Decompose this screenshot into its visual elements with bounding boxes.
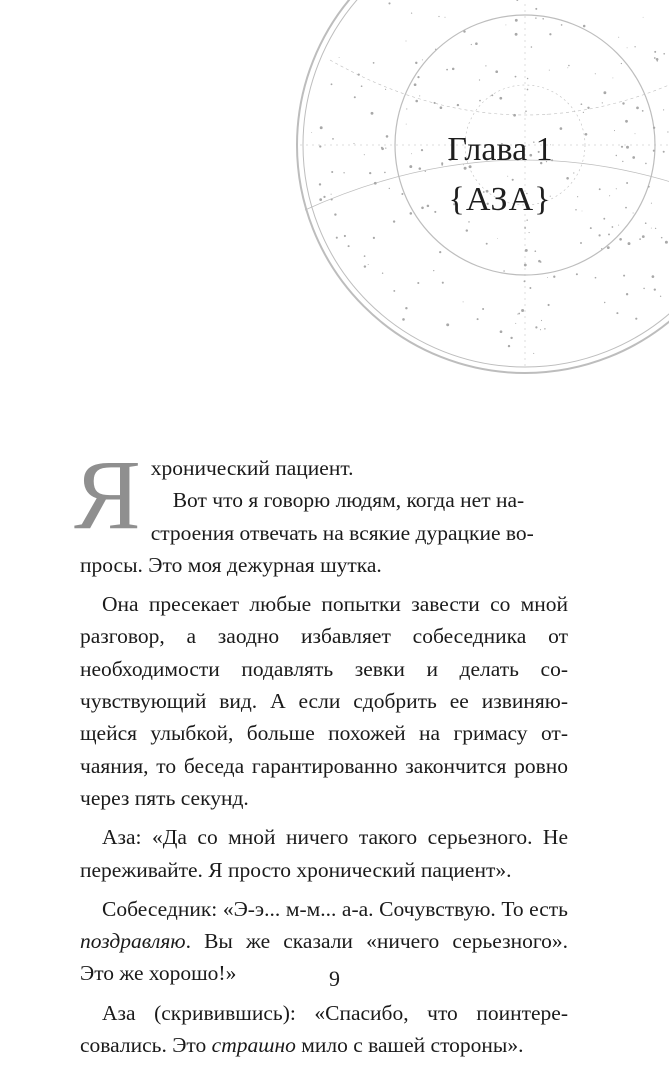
star-dot bbox=[479, 79, 480, 80]
star-dot bbox=[463, 301, 464, 302]
star-dot bbox=[576, 273, 578, 275]
star-dot bbox=[434, 102, 436, 104]
star-dot bbox=[622, 161, 623, 162]
star-dot bbox=[616, 312, 618, 314]
star-dot bbox=[323, 196, 325, 198]
star-dot bbox=[645, 222, 647, 224]
star-dot bbox=[614, 130, 615, 131]
star-dot bbox=[547, 277, 548, 278]
star-dot bbox=[621, 146, 623, 148]
star-dot bbox=[334, 213, 336, 215]
star-dot bbox=[601, 248, 602, 249]
star-dot bbox=[320, 126, 323, 129]
star-dot bbox=[386, 135, 389, 138]
paragraph-3: Аза: «Да со мной ничего такого серьезного. Не переживайте. Я просто хронический пациент». bbox=[80, 825, 568, 882]
star-dot bbox=[602, 102, 603, 103]
star-dot bbox=[361, 85, 363, 87]
star-dot bbox=[653, 127, 655, 129]
p1-line-3: строения отвечать на всякие дурацкие во- bbox=[150, 520, 534, 545]
star-dot bbox=[348, 245, 350, 247]
star-dot bbox=[388, 2, 390, 4]
star-dot bbox=[632, 156, 635, 159]
star-dot bbox=[616, 155, 617, 156]
star-dot bbox=[625, 120, 628, 123]
star-dot bbox=[535, 326, 537, 328]
star-dot bbox=[331, 194, 332, 195]
star-dot bbox=[651, 228, 652, 229]
star-dot bbox=[393, 220, 395, 222]
star-dot bbox=[417, 76, 419, 78]
star-dot bbox=[541, 320, 542, 321]
star-dot bbox=[446, 69, 448, 71]
star-dot bbox=[382, 273, 383, 274]
star-dot bbox=[354, 96, 356, 98]
star-dot bbox=[495, 70, 498, 73]
star-dot bbox=[527, 78, 529, 80]
star-dot bbox=[319, 145, 321, 147]
star-dot bbox=[406, 41, 407, 42]
star-dot bbox=[612, 77, 613, 78]
star-dot bbox=[516, 0, 518, 1]
star-dot bbox=[663, 109, 664, 110]
star-dot bbox=[477, 318, 479, 320]
paragraph-2: Она пресекает любые попытки завести со мной разговор, а заодно избавляет собеседника от необходимости подавлять зевки и делать сочувствующий вид. А если сдобрить ее извиняющейся улыбкой, больше похожей на гримасу отчаяния, то беседа гарантированно закончится ровно через пять секунд. bbox=[80, 592, 568, 810]
star-dot bbox=[343, 172, 344, 173]
star-dot bbox=[364, 154, 365, 155]
p1-line-2: Вот что я говорю людям, когда нет на- bbox=[172, 488, 525, 513]
star-dot bbox=[414, 83, 417, 86]
star-dot bbox=[373, 237, 375, 239]
star-dot bbox=[422, 59, 423, 60]
star-dot bbox=[561, 24, 563, 26]
star-dot bbox=[508, 345, 510, 347]
star-dot bbox=[628, 242, 631, 245]
star-dot bbox=[524, 280, 526, 282]
star-dot bbox=[549, 70, 550, 71]
star-dot bbox=[373, 62, 375, 64]
star-dot bbox=[656, 58, 659, 61]
star-dot bbox=[332, 138, 334, 140]
stars-group bbox=[311, 0, 669, 354]
star-dot bbox=[627, 47, 628, 48]
star-dot bbox=[619, 238, 622, 241]
star-dot bbox=[654, 57, 656, 59]
p4-emphasis: поздравляю bbox=[80, 929, 186, 954]
p5-emphasis: страшно bbox=[211, 1033, 296, 1058]
star-dot bbox=[583, 25, 586, 28]
star-dot bbox=[660, 296, 661, 297]
star-dot bbox=[440, 106, 443, 109]
star-dot bbox=[653, 150, 655, 152]
star-dot bbox=[639, 238, 641, 240]
star-dot bbox=[595, 73, 596, 74]
star-dot bbox=[581, 103, 583, 105]
star-dot bbox=[499, 97, 502, 100]
star-dot bbox=[548, 304, 550, 306]
star-dot bbox=[663, 53, 665, 55]
star-dot bbox=[368, 264, 369, 265]
star-dot bbox=[540, 329, 541, 330]
star-dot bbox=[475, 42, 478, 45]
star-dot bbox=[634, 46, 635, 47]
star-dot bbox=[636, 107, 639, 110]
star-dot bbox=[535, 17, 536, 18]
star-dot bbox=[665, 241, 668, 244]
star-dot bbox=[336, 237, 338, 239]
star-dot bbox=[364, 265, 366, 267]
star-dot bbox=[583, 112, 584, 113]
star-dot bbox=[618, 37, 619, 38]
star-dot bbox=[515, 323, 516, 324]
star-dot bbox=[497, 238, 498, 239]
star-dot bbox=[549, 33, 551, 35]
star-dot bbox=[587, 107, 589, 109]
star-dot bbox=[406, 124, 407, 125]
star-dot bbox=[415, 100, 418, 103]
star-dot bbox=[529, 287, 531, 289]
star-dot bbox=[384, 172, 386, 174]
star-dot bbox=[419, 95, 420, 96]
star-dot bbox=[446, 323, 449, 326]
star-dot bbox=[609, 195, 610, 196]
star-dot bbox=[505, 24, 506, 25]
star-dot bbox=[527, 89, 529, 91]
star-dot bbox=[491, 94, 493, 96]
star-dot bbox=[344, 235, 346, 237]
star-dot bbox=[651, 203, 652, 204]
star-dot bbox=[603, 218, 605, 220]
star-dot bbox=[568, 65, 570, 67]
star-dot bbox=[642, 235, 645, 238]
star-dot bbox=[607, 246, 610, 249]
star-dot bbox=[479, 100, 481, 102]
star-dot bbox=[667, 131, 668, 132]
p4-text-a: Собеседник: «Э-э... м-м... а-а. Сочувствую. То есть bbox=[102, 896, 568, 921]
star-dot bbox=[529, 232, 530, 233]
star-dot bbox=[433, 270, 434, 271]
star-dot bbox=[648, 186, 650, 188]
star-dot bbox=[369, 172, 371, 174]
star-dot bbox=[618, 225, 619, 226]
p5-text-a: Аза (скривившись): «Спасибо, что поинтересовались. Это bbox=[80, 1000, 568, 1058]
star-dot bbox=[621, 63, 622, 64]
star-dot bbox=[415, 62, 417, 64]
star-dot bbox=[411, 12, 412, 13]
star-dot bbox=[515, 19, 518, 22]
star-dot bbox=[510, 337, 512, 339]
star-dot bbox=[573, 172, 574, 173]
drop-cap: Я bbox=[74, 439, 141, 550]
star-dot bbox=[417, 282, 419, 284]
star-dot bbox=[364, 255, 366, 257]
star-dot bbox=[540, 261, 542, 263]
star-dot bbox=[331, 198, 333, 200]
star-dot bbox=[643, 288, 645, 290]
star-dot bbox=[517, 314, 518, 315]
star-dot bbox=[663, 151, 665, 153]
star-dot bbox=[524, 264, 527, 267]
star-dot bbox=[442, 282, 444, 284]
star-dot bbox=[645, 163, 647, 165]
star-dot bbox=[371, 112, 374, 115]
star-dot bbox=[544, 328, 545, 329]
star-dot bbox=[654, 51, 656, 53]
page-number: 9 bbox=[329, 966, 340, 991]
star-dot bbox=[626, 293, 628, 295]
star-dot bbox=[533, 353, 534, 354]
star-dot bbox=[604, 302, 605, 303]
star-dot bbox=[439, 251, 441, 253]
star-dot bbox=[374, 182, 377, 185]
star-dot bbox=[547, 114, 548, 115]
star-dot bbox=[603, 91, 606, 94]
star-dot bbox=[486, 243, 488, 245]
star-dot bbox=[482, 308, 484, 310]
star-dot bbox=[515, 33, 518, 36]
star-dot bbox=[402, 318, 405, 321]
star-dot bbox=[598, 234, 600, 236]
star-dot bbox=[457, 104, 459, 106]
star-dot bbox=[331, 171, 333, 173]
star-dot bbox=[435, 49, 436, 50]
star-dot bbox=[513, 114, 516, 117]
star-dot bbox=[385, 89, 386, 90]
star-dot bbox=[553, 276, 555, 278]
star-dot bbox=[466, 229, 468, 231]
chapter-title: Глава 1 bbox=[447, 131, 553, 168]
star-dot bbox=[616, 188, 617, 189]
star-dot bbox=[623, 275, 625, 277]
star-dot bbox=[463, 30, 465, 32]
p1-line-4: просы. Это моя дежурная шутка. bbox=[80, 552, 382, 577]
star-dot bbox=[331, 83, 333, 85]
p1-line-1: хронический пациент. bbox=[150, 456, 354, 480]
star-dot bbox=[626, 182, 628, 184]
paragraph-1 bbox=[74, 439, 568, 581]
star-dot bbox=[518, 313, 520, 315]
p4-text-b: . Вы же сказали «ничего серьезного». Это же хорошо!» bbox=[80, 929, 568, 986]
star-dot bbox=[534, 250, 536, 252]
star-dot bbox=[515, 76, 517, 78]
star-dot bbox=[393, 290, 395, 292]
star-dot bbox=[625, 207, 627, 209]
star-dot bbox=[471, 44, 472, 45]
star-dot bbox=[385, 147, 386, 148]
star-dot bbox=[358, 73, 360, 75]
star-dot bbox=[633, 213, 634, 214]
star-dot bbox=[524, 227, 526, 229]
star-dot bbox=[525, 110, 527, 112]
paragraph-5 bbox=[80, 997, 568, 1062]
star-dot bbox=[521, 309, 524, 312]
star-dot bbox=[535, 8, 537, 10]
star-dot bbox=[612, 226, 614, 228]
p5-text-b: мило с вашей стороны». bbox=[295, 1033, 524, 1058]
star-dot bbox=[635, 133, 636, 134]
star-dot bbox=[580, 242, 582, 244]
star-dot bbox=[626, 146, 629, 149]
star-dot bbox=[503, 270, 505, 272]
star-dot bbox=[525, 249, 528, 252]
star-dot bbox=[319, 198, 322, 201]
star-dot bbox=[319, 183, 321, 185]
star-dot bbox=[500, 330, 503, 333]
star-dot bbox=[635, 318, 637, 320]
star-dot bbox=[405, 307, 407, 309]
star-dot bbox=[531, 46, 533, 48]
star-dot bbox=[608, 233, 610, 235]
star-dot bbox=[661, 237, 663, 239]
star-dot bbox=[485, 65, 486, 66]
star-dot bbox=[590, 227, 592, 229]
star-dot bbox=[353, 143, 354, 144]
star-dot bbox=[654, 288, 656, 290]
star-dot bbox=[622, 102, 624, 104]
star-dot bbox=[595, 277, 597, 279]
star-dot bbox=[452, 68, 455, 71]
star-dot bbox=[445, 17, 446, 18]
star-dot bbox=[406, 108, 407, 109]
star-dot bbox=[542, 18, 544, 20]
star-dot bbox=[339, 57, 340, 58]
star-dot bbox=[507, 176, 508, 177]
star-dot bbox=[389, 188, 390, 189]
star-dot bbox=[438, 16, 439, 17]
star-dot bbox=[567, 67, 568, 68]
star-dot bbox=[655, 228, 656, 229]
star-dot bbox=[311, 132, 312, 133]
chapter-name: {АЗА} bbox=[448, 181, 552, 218]
star-dot bbox=[381, 147, 383, 149]
star-dot bbox=[652, 275, 655, 278]
star-dot bbox=[642, 110, 644, 112]
star-dot bbox=[643, 17, 644, 18]
